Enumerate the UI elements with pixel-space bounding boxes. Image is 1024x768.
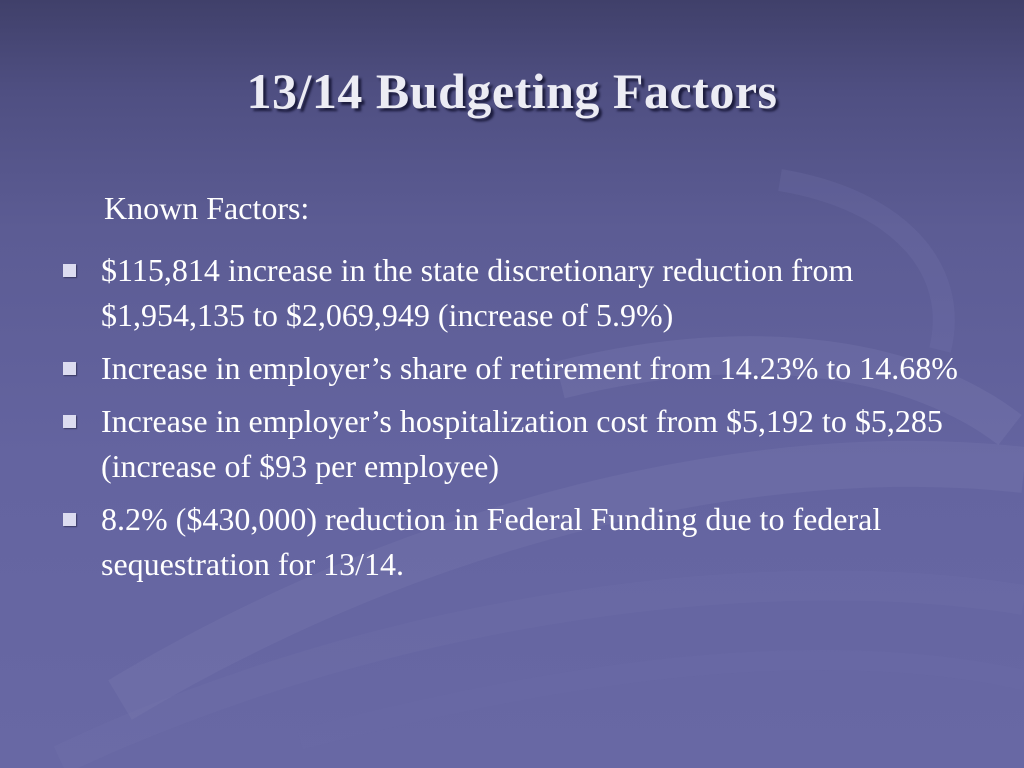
bullet-text: 8.2% ($430,000) reduction in Federal Funding due to federal sequestration for 13/14. [101,501,882,582]
bullet-item-retirement-share [0,346,1024,391]
square-bullet-icon [63,264,76,277]
square-bullet-icon [63,415,76,428]
square-bullet-icon [63,362,76,375]
bullet-text: Increase in employer’s hospitalization cost from $5,192 to $5,285 (increase of $93 per employee) [101,403,943,484]
slide-title: 13/14 Budgeting Factors [246,63,778,119]
square-bullet-icon [63,513,76,526]
bullet-list [0,248,1024,595]
bullet-text: $115,814 increase in the state discretionary reduction from $1,954,135 to $2,069,949 (increase of 5.9%) [101,252,854,333]
bullet-item-discretionary-reduction [0,248,1024,338]
bullet-text: Increase in employer’s share of retirement from 14.23% to 14.68% [101,350,958,386]
known-factors-heading: Known Factors: [104,190,310,226]
bullet-item-hospitalization-cost [0,399,1024,489]
bullet-item-federal-funding [0,497,1024,587]
